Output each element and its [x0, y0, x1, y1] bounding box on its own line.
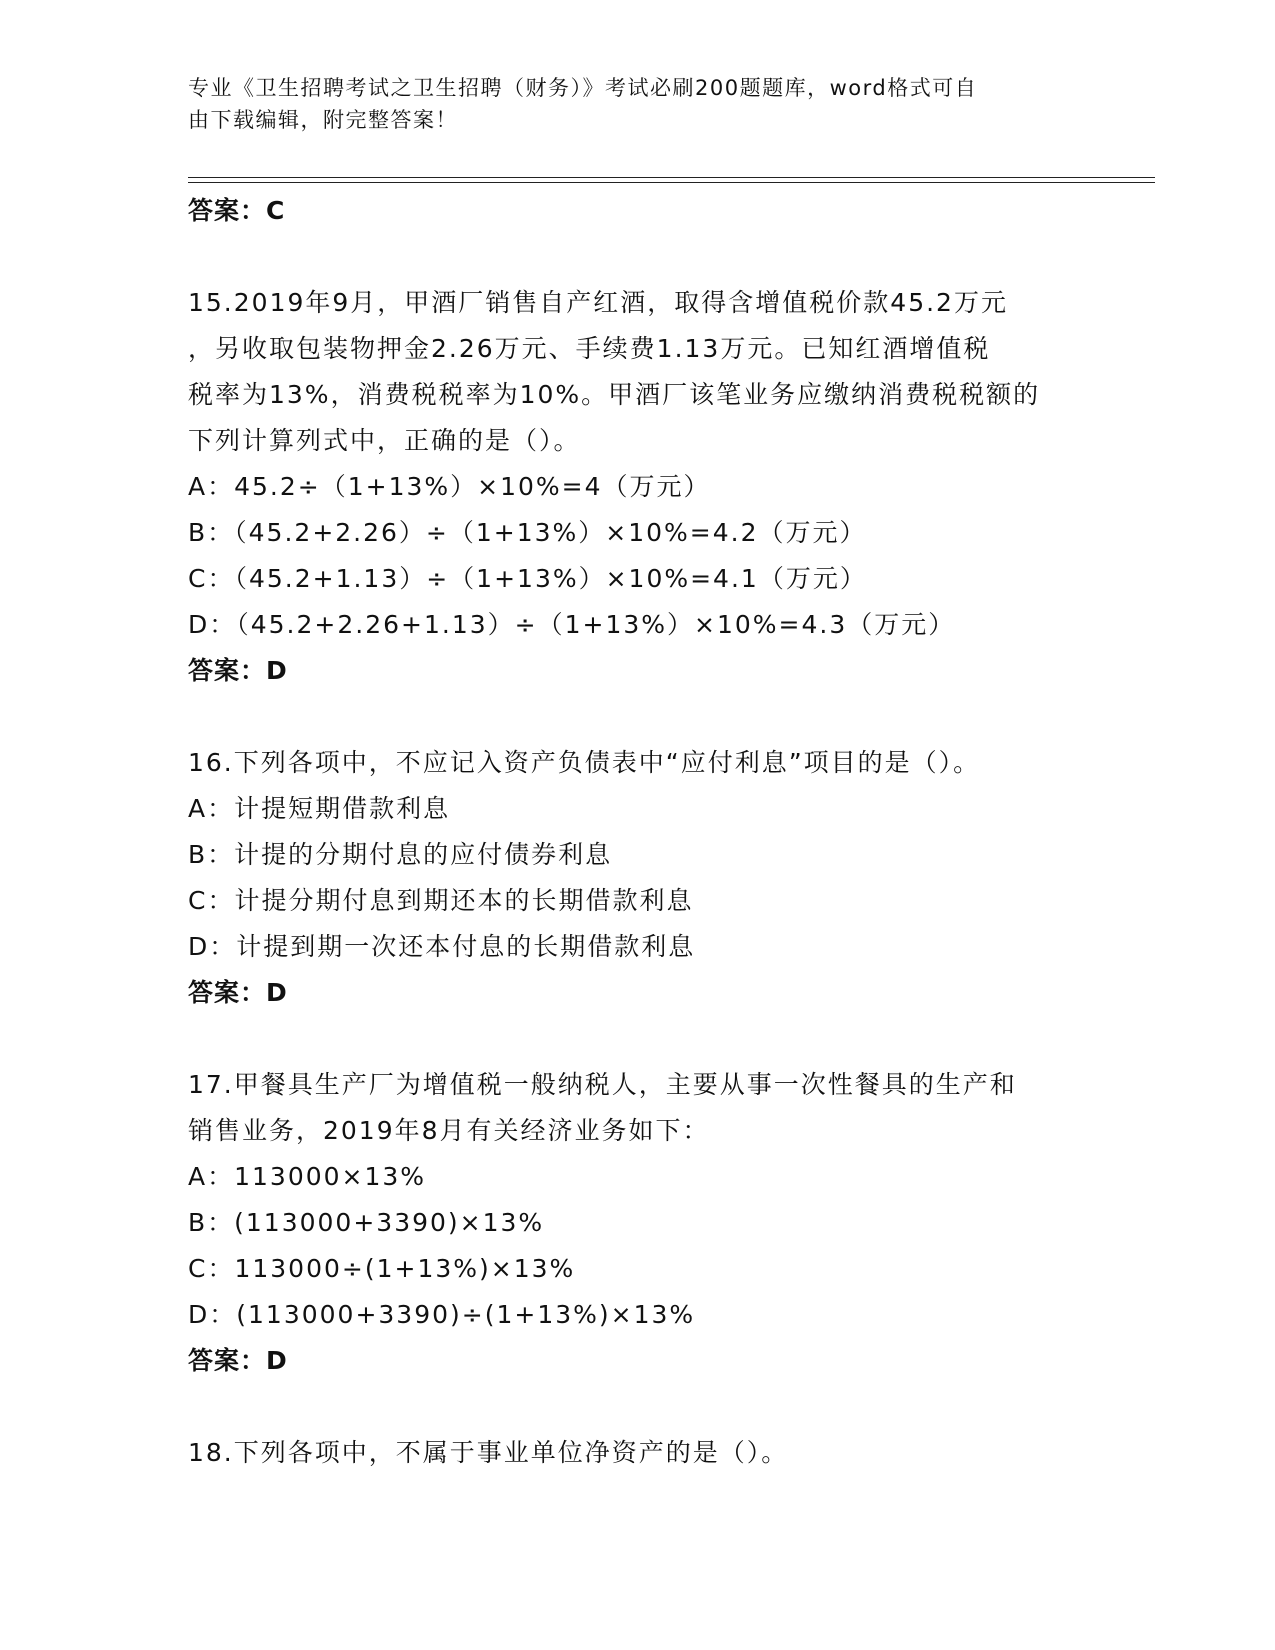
- question-stem-line: 18.下列各项中，不属于事业单位净资产的是（）。: [188, 1438, 789, 1467]
- spacer: [188, 234, 1088, 280]
- question-18: [188, 1430, 1088, 1476]
- option-a: A：45.2÷（1+13%）×10%=4（万元）: [188, 472, 711, 501]
- spacer: [188, 694, 1088, 740]
- option-c: C：计提分期付息到期还本的长期借款利息: [188, 886, 694, 915]
- header-line-1: 专业《卫生招聘考试之卫生招聘（财务）》考试必刷200题题库，word格式可自: [188, 76, 978, 100]
- question-17: [188, 1062, 1088, 1384]
- question-list: [188, 188, 1088, 1476]
- question-stem-line: ，另收取包装物押金2.26万元、手续费1.13万元。已知红酒增值税: [188, 334, 991, 363]
- option-b: B：(113000+3390)×13%: [188, 1208, 545, 1237]
- option-b: B：计提的分期付息的应付债券利息: [188, 840, 613, 869]
- answer-previous: 答案：C: [188, 196, 286, 225]
- header-line-2: 由下载编辑，附完整答案！: [188, 108, 458, 132]
- header-divider-top: [188, 177, 1155, 178]
- question-stem-line: 下列计算列式中，正确的是（）。: [188, 426, 581, 455]
- answer-15: 答案：D: [188, 656, 288, 685]
- question-stem-line: 17.甲餐具生产厂为增值税一般纳税人，主要从事一次性餐具的生产和: [188, 1070, 1017, 1099]
- option-a: A：计提短期借款利息: [188, 794, 451, 823]
- answer-17: 答案：D: [188, 1346, 288, 1375]
- option-d: D：(113000+3390)÷(1+13%)×13%: [188, 1300, 696, 1329]
- question-stem-line: 16.下列各项中，不应记入资产负债表中“应付利息”项目的是（）。: [188, 748, 981, 777]
- spacer: [188, 1384, 1088, 1430]
- option-c: C：（45.2+1.13）÷（1+13%）×10%=4.1（万元）: [188, 564, 867, 593]
- question-stem-line: 15.2019年9月，甲酒厂销售自产红酒，取得含增值税价款45.2万元: [188, 288, 1008, 317]
- spacer: [188, 1016, 1088, 1062]
- option-d: D：计提到期一次还本付息的长期借款利息: [188, 932, 696, 961]
- question-stem-line: 销售业务，2019年8月有关经济业务如下：: [188, 1116, 710, 1145]
- question-15: [188, 280, 1088, 694]
- question-stem-line: 税率为13%，消费税税率为10%。甲酒厂该笔业务应缴纳消费税税额的: [188, 380, 1041, 409]
- document-header: [188, 72, 1088, 136]
- option-b: B：（45.2+2.26）÷（1+13%）×10%=4.2（万元）: [188, 518, 867, 547]
- header-divider-bottom: [188, 182, 1155, 183]
- option-a: A：113000×13%: [188, 1162, 427, 1191]
- question-16: [188, 740, 1088, 1016]
- answer-16: 答案：D: [188, 978, 288, 1007]
- option-d: D：（45.2+2.26+1.13）÷（1+13%）×10%=4.3（万元）: [188, 610, 956, 639]
- option-c: C：113000÷(1+13%)×13%: [188, 1254, 576, 1283]
